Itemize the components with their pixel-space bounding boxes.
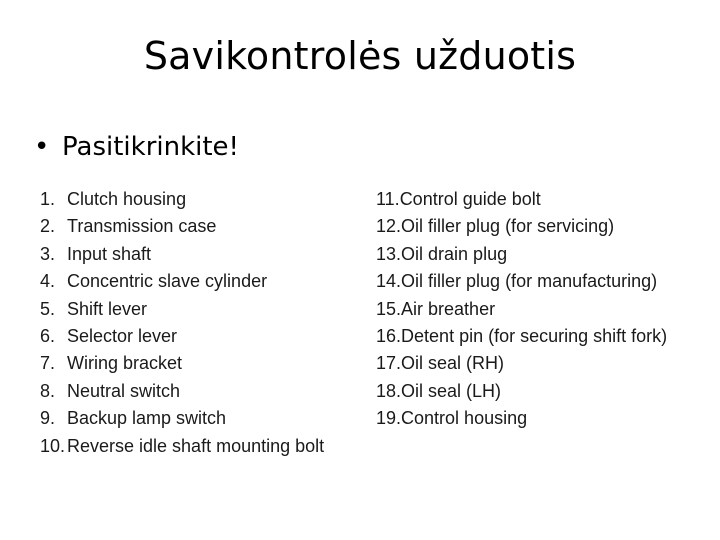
list-item: [40, 296, 324, 323]
list-item: [376, 350, 667, 377]
item-text: Concentric slave cylinder: [67, 271, 268, 292]
item-text: Detent pin (for securing shift fork): [401, 325, 668, 346]
item-text: Control housing: [401, 408, 528, 429]
item-text: Transmission case: [67, 216, 217, 237]
list-item: [376, 405, 667, 432]
list-item: [376, 241, 667, 268]
item-text: Input shaft: [67, 243, 152, 264]
list-item: [376, 268, 667, 295]
item-text: Oil filler plug (for servicing): [401, 216, 615, 237]
bullet-icon: •: [34, 132, 50, 162]
slide-title: Savikontrolės užduotis: [143, 34, 577, 78]
list-item: [376, 378, 667, 405]
item-text: Air breather: [401, 298, 496, 319]
item-text: Clutch housing: [67, 189, 187, 209]
item-text: Backup lamp switch: [67, 408, 227, 429]
item-number: 9.: [40, 408, 56, 429]
item-number: 4.: [40, 271, 56, 292]
list-item: [40, 350, 324, 377]
item-number: 5.: [40, 298, 56, 319]
item-text: Oil seal (LH): [401, 380, 502, 401]
item-number: 8.: [40, 380, 56, 401]
item-text: Oil filler plug (for manufacturing): [401, 271, 658, 292]
bullet-text: Pasitikrinkite!: [62, 132, 239, 162]
parts-list-left: [40, 186, 324, 460]
item-text: Neutral switch: [67, 380, 181, 401]
item-number: 17.: [376, 353, 402, 374]
item-number: 6.: [40, 325, 56, 346]
item-text: Control guide bolt: [399, 189, 541, 209]
item-number: 12.: [376, 216, 402, 237]
list-item: [40, 378, 324, 405]
item-number: 16.: [376, 325, 402, 346]
list-item: [40, 241, 324, 268]
list-item: [40, 323, 324, 350]
list-item: [40, 268, 324, 295]
item-number: 10.: [40, 435, 66, 456]
item-text: Shift lever: [67, 298, 148, 319]
item-number: 19.: [376, 408, 402, 429]
list-item: [376, 213, 667, 240]
item-text: Oil drain plug: [401, 243, 508, 264]
item-number: 18.: [376, 380, 402, 401]
item-text: Wiring bracket: [67, 353, 183, 374]
parts-list-right: [376, 186, 667, 433]
item-number: 11.: [376, 189, 400, 209]
item-number: 1.: [40, 189, 56, 209]
list-item: [376, 323, 667, 350]
item-number: 14.: [376, 271, 402, 292]
list-item: [40, 186, 324, 213]
list-item: [40, 405, 324, 432]
list-item: [376, 296, 667, 323]
list-item: [376, 186, 667, 213]
item-number: 15.: [376, 298, 402, 319]
item-number: 13.: [376, 243, 402, 264]
item-text: Oil seal (RH): [401, 353, 505, 374]
item-text: Selector lever: [67, 325, 178, 346]
item-number: 2.: [40, 216, 56, 237]
item-number: 3.: [40, 243, 56, 264]
bullet-item: [34, 132, 239, 162]
item-text: Reverse idle shaft mounting bolt: [67, 435, 325, 456]
list-item: [40, 213, 324, 240]
item-number: 7.: [40, 353, 56, 374]
list-item: [40, 433, 324, 460]
